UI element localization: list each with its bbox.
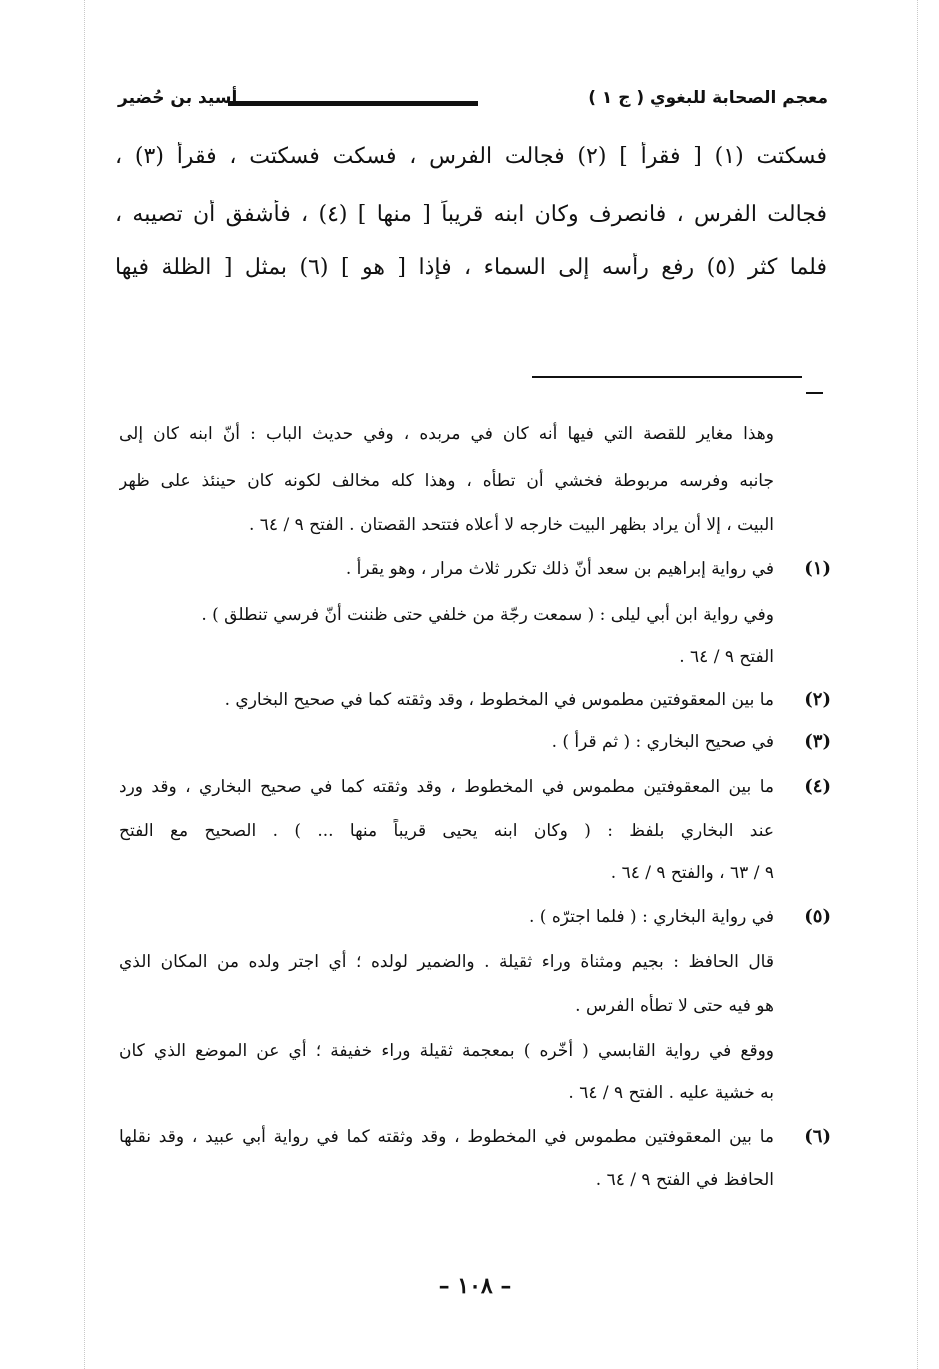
footnote-intro-line-3: البيت ، إلا أن يراد بظهر البيت خارجه لا أعلاه فتتحد القصتان . الفتح ٩ / ٦٤ . — [248, 515, 774, 535]
footnote-4-line-1: ما بين المعقوفتين مطموس في المخطوط ، وقد وثقته كما في صحيح البخاري ، وقد ورد — [119, 777, 774, 797]
footnote-2-line-1: ما بين المعقوفتين مطموس في المخطوط ، وقد وثقته كما في صحيح البخاري . — [224, 690, 774, 710]
page-header — [118, 88, 828, 118]
scan-edge-right — [917, 0, 918, 1369]
footnote-6-line-2: الحافظ في الفتح ٩ / ٦٤ . — [595, 1170, 774, 1190]
footnote-5-line-2: قال الحافظ : بجيم ومثناة وراء ثقيلة . والضمير لولده ؛ أي اجتر ولده من المكان الذي — [119, 952, 774, 972]
footnote-3-number: (٣) — [804, 731, 831, 752]
footnote-4-line-2: عند البخاري بلفظ : ( وكان ابنه يحيى قريباً منها ... ) . الصحيح مع الفتح — [119, 821, 774, 841]
footnote-5-line-5: به خشية عليه . الفتح ٩ / ٦٤ . — [568, 1083, 774, 1103]
footnote-dash — [806, 392, 823, 394]
footnote-5-line-4: ووقع في رواية القابسي ( أخّره ) بمعجمة ثقيلة وراء خفيفة ؛ أي عن الموضع الذي كان — [119, 1041, 774, 1061]
main-text-line-2: فجالت الفرس ، فانصرف وكان ابنه قريباً [ منها ] (٤) ، فأشفق أن تصيبه ، — [115, 202, 827, 227]
main-text-line-1: فسكتت (١) [ فقرأ ] (٢) فجالت الفرس ، فسكت فسكتت ، فقرأ (٣) ، — [115, 144, 827, 169]
footnote-5-number: (٥) — [804, 906, 831, 927]
footnote-intro-line-1: وهذا مغاير للقصة التي فيها أنه كان في مربده ، وفي حديث الباب : أنّ ابنه كان إلى — [119, 424, 774, 444]
footnote-6-number: (٦) — [804, 1126, 831, 1147]
book-title: معجم الصحابة للبغوي ( ج ١ ) — [588, 88, 828, 108]
footnote-intro-line-2: جانبه وفرسه مربوطة فخشي أن تطأه ، وهذا كله مخالف لكونه كان حينئذ على ظهر — [119, 471, 774, 491]
footnote-1-line-3: الفتح ٩ / ٦٤ . — [679, 647, 774, 667]
scan-edge-left — [84, 0, 85, 1369]
footnote-3-line-1: في صحيح البخاري : ( ثم قرأ ) . — [551, 732, 774, 752]
footnote-separator — [532, 376, 802, 378]
footnote-4-line-3: ٩ / ٦٣ ، والفتح ٩ / ٦٤ . — [610, 863, 774, 883]
main-text-line-3: فلما كثر (٥) رفع رأسه إلى السماء ، فإذا [ هو ] (٦) بمثل [ الظلة فيها — [115, 255, 827, 280]
footnote-2-number: (٢) — [804, 689, 831, 710]
header-rule — [228, 101, 478, 106]
page-number: – ١٠٨ – — [438, 1273, 512, 1299]
footnote-4-number: (٤) — [804, 776, 831, 797]
footnote-6-line-1: ما بين المعقوفتين مطموس في المخطوط ، وقد وثقته كما في رواية أبي عبيد ، وقد نقلها — [119, 1127, 774, 1147]
footnote-1-line-1: في رواية إبراهيم بن سعد أنّ ذلك تكرر ثلاث مرار ، وهو يقرأ . — [345, 559, 774, 579]
section-title: أسيد بن حُضير — [118, 88, 238, 108]
footnote-1-number: (١) — [804, 558, 831, 579]
footnote-5-line-1: في رواية البخاري : ( فلما اجترّه ) . — [528, 907, 774, 927]
footnote-1-line-2: وفي رواية ابن أبي ليلى : ( سمعت رجّة من خلفي حتى ظننت أنّ فرسي تنطلق ) . — [201, 605, 774, 625]
footnote-5-line-3: هو فيه حتى لا تطأه الفرس . — [575, 996, 774, 1016]
